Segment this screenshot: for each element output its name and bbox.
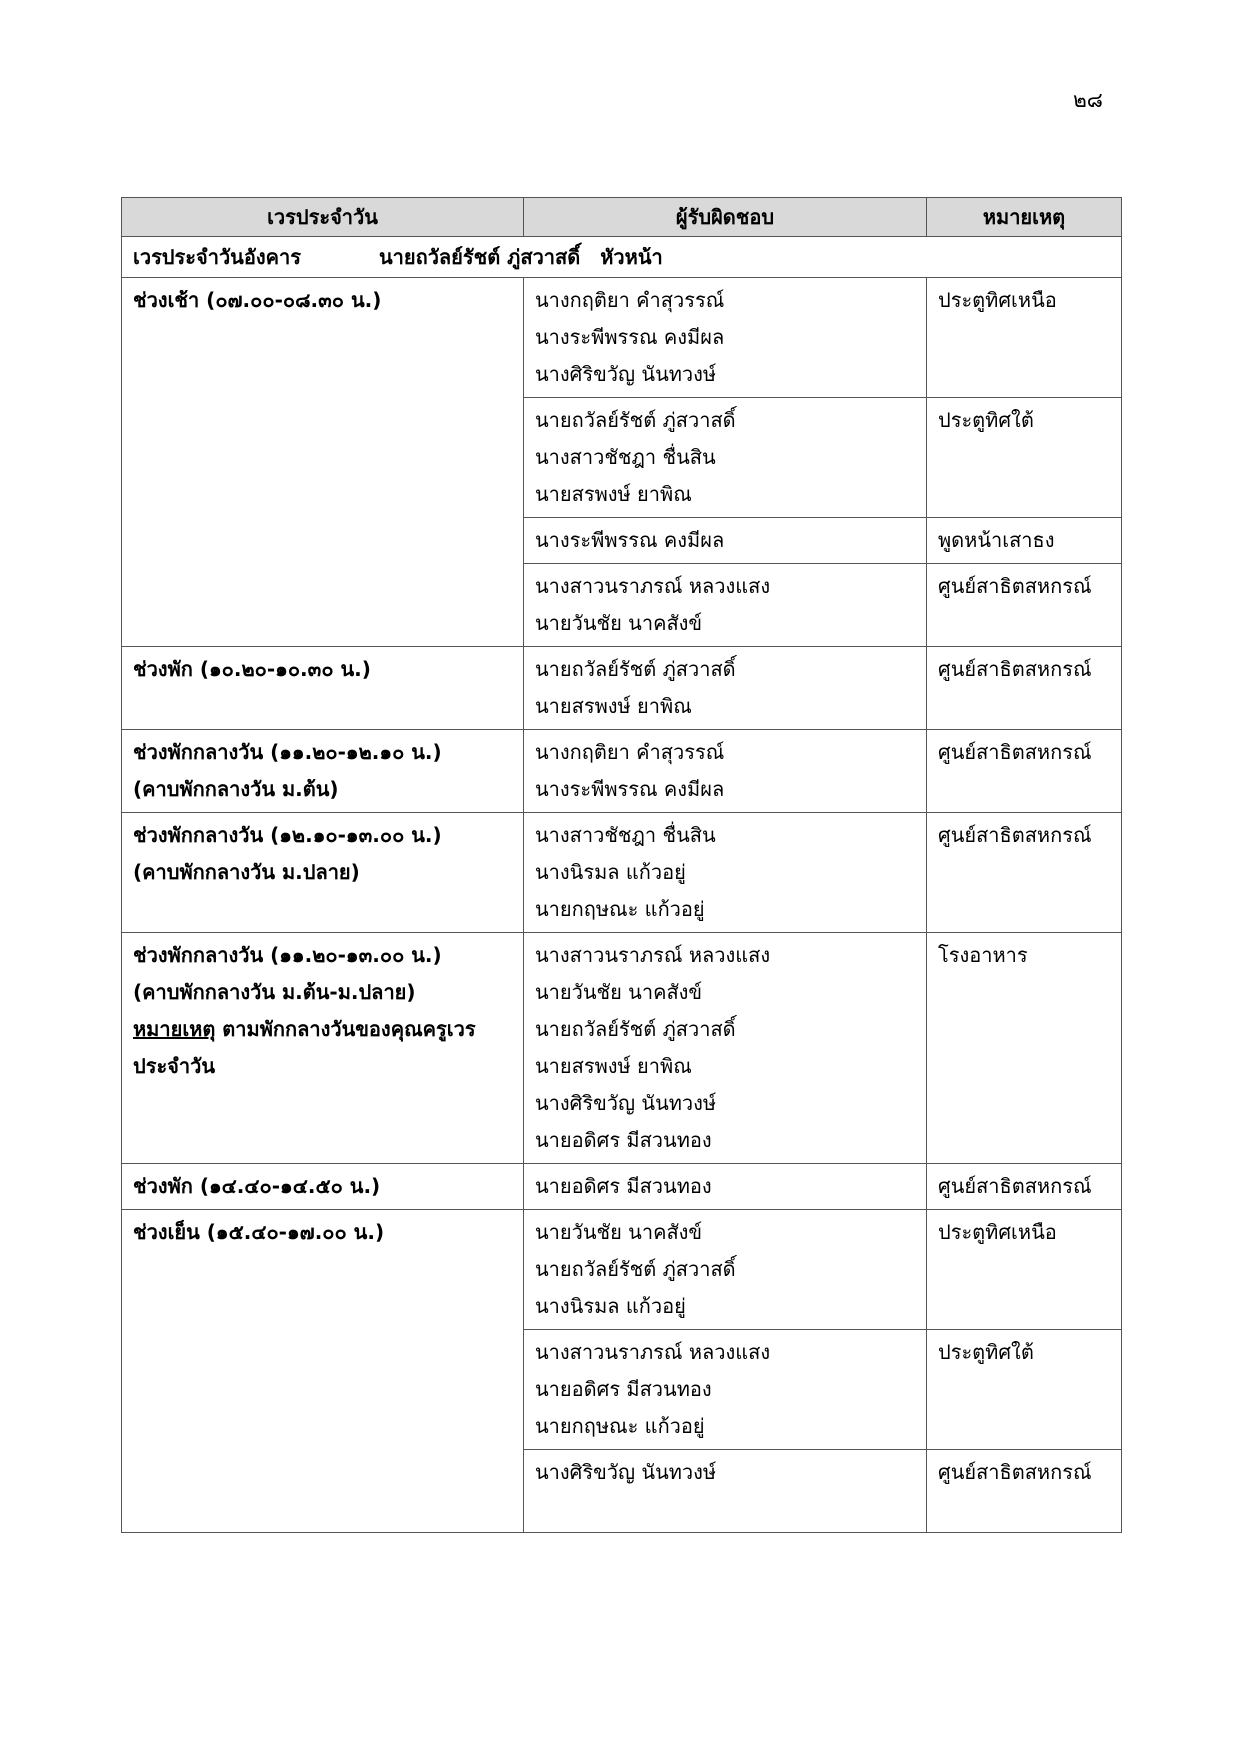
- period-label: ช่วงเย็น (๑๕.๔๐-๑๗.๐๐ น.): [133, 1220, 385, 1244]
- header-remark: หมายเหตุ: [927, 198, 1122, 237]
- period-label: (คาบพักกลางวัน ม.ต้น): [133, 777, 339, 801]
- responsible-name: นางสาวนราภรณ์ หลวงแสง: [535, 1340, 771, 1364]
- responsible-name: นายถวัลย์รัชต์ ภู่สวาสดิ์: [535, 408, 736, 432]
- period-label: ช่วงเช้า (๐๗.๐๐-๐๘.๓๐ น.): [133, 288, 382, 312]
- period-cell: [122, 1164, 524, 1210]
- remark-cell: [927, 1210, 1122, 1330]
- day-label: เวรประจำวันอังคาร: [133, 245, 301, 269]
- responsible-name: นางสาวนราภรณ์ หลวงแสง: [535, 943, 771, 967]
- location-note: ศูนย์สาธิตสหกรณ์: [938, 657, 1092, 681]
- period-cell: [122, 647, 524, 730]
- responsible-name: นายวันชัย นาคสังข์: [535, 980, 703, 1004]
- responsible-name: นายวันชัย นาคสังข์: [535, 1220, 703, 1244]
- table-row: [122, 647, 1122, 730]
- location-note: ประตูทิศใต้: [938, 408, 1034, 432]
- responsible-name: นายอดิศร มีสวนทอง: [535, 1128, 712, 1152]
- responsible-name: นางนิรมล แก้วอยู่: [535, 1294, 686, 1318]
- location-note: พูดหน้าเสาธง: [938, 528, 1055, 552]
- responsible-name: นายสรพงษ์ ยาพิณ: [535, 482, 692, 506]
- table-row: [122, 730, 1122, 813]
- header-duty: เวรประจำวัน: [122, 198, 524, 237]
- remark-label: หมายเหตุ: [133, 1017, 216, 1041]
- responsible-cell: [524, 564, 927, 647]
- responsible-name: นายอดิศร มีสวนทอง: [535, 1174, 712, 1198]
- period-remark: [133, 1011, 512, 1085]
- period-label: (คาบพักกลางวัน ม.ปลาย): [133, 860, 360, 884]
- location-note: ประตูทิศเหนือ: [938, 288, 1057, 312]
- remark-cell: [927, 1164, 1122, 1210]
- period-cell: [122, 1210, 524, 1533]
- responsible-name: นางนิรมล แก้วอยู่: [535, 860, 686, 884]
- period-label: (คาบพักกลางวัน ม.ต้น-ม.ปลาย): [133, 980, 416, 1004]
- responsible-name: นางสาวนราภรณ์ หลวงแสง: [535, 574, 771, 598]
- location-note: โรงอาหาร: [938, 943, 1028, 967]
- responsible-name: นายถวัลย์รัชต์ ภู่สวาสดิ์: [535, 1257, 736, 1281]
- responsible-name: นางระพีพรรณ คงมีผล: [535, 528, 725, 552]
- period-cell: [122, 933, 524, 1164]
- table-header-row: [122, 198, 1122, 237]
- period-label: ช่วงพักกลางวัน (๑๑.๒๐-๑๓.๐๐ น.): [133, 943, 442, 967]
- location-note: ศูนย์สาธิตสหกรณ์: [938, 823, 1092, 847]
- responsible-cell: [524, 1164, 927, 1210]
- responsible-name: นายสรพงษ์ ยาพิณ: [535, 694, 692, 718]
- table-row: [122, 813, 1122, 933]
- page-number: ๒๘: [1072, 88, 1103, 112]
- responsible-name: นางศิริขวัญ นันทวงษ์: [535, 1091, 717, 1115]
- responsible-name: นายอดิศร มีสวนทอง: [535, 1377, 712, 1401]
- responsible-name: นายกฤษณะ แก้วอยู่: [535, 897, 705, 921]
- remark-cell: [927, 564, 1122, 647]
- remark-cell: [927, 813, 1122, 933]
- header-responsible: ผู้รับผิดชอบ: [524, 198, 927, 237]
- responsible-name: นางระพีพรรณ คงมีผล: [535, 777, 725, 801]
- duty-schedule-table: [121, 197, 1122, 1533]
- day-head-role: หัวหน้า: [600, 245, 663, 269]
- remark-cell: [927, 1450, 1122, 1533]
- table-row: [122, 933, 1122, 1164]
- location-note: ประตูทิศเหนือ: [938, 1220, 1057, 1244]
- responsible-cell: [524, 730, 927, 813]
- responsible-name: นายวันชัย นาคสังข์: [535, 611, 703, 635]
- period-cell: [122, 278, 524, 647]
- table-row: [122, 278, 1122, 398]
- responsible-cell: [524, 1450, 927, 1533]
- location-note: ศูนย์สาธิตสหกรณ์: [938, 574, 1092, 598]
- responsible-cell: [524, 1330, 927, 1450]
- responsible-name: นายถวัลย์รัชต์ ภู่สวาสดิ์: [535, 657, 736, 681]
- remark-cell: [927, 278, 1122, 398]
- period-label: ช่วงพักกลางวัน (๑๒.๑๐-๑๓.๐๐ น.): [133, 823, 442, 847]
- responsible-name: นายถวัลย์รัชต์ ภู่สวาสดิ์: [535, 1017, 736, 1041]
- location-note: ประตูทิศใต้: [938, 1340, 1034, 1364]
- responsible-name: นายสรพงษ์ ยาพิณ: [535, 1054, 692, 1078]
- table-row: [122, 1164, 1122, 1210]
- responsible-cell: [524, 278, 927, 398]
- responsible-cell: [524, 1210, 927, 1330]
- responsible-name: นางศิริขวัญ นันทวงษ์: [535, 362, 717, 386]
- location-note: ศูนย์สาธิตสหกรณ์: [938, 740, 1092, 764]
- responsible-cell: [524, 518, 927, 564]
- location-note: ศูนย์สาธิตสหกรณ์: [938, 1174, 1092, 1198]
- responsible-name: นางสาวชัชฎา ชื่นสิน: [535, 445, 716, 469]
- remark-cell: [927, 647, 1122, 730]
- table-row: [122, 1210, 1122, 1330]
- responsible-name: นางสาวชัชฎา ชื่นสิน: [535, 823, 716, 847]
- day-head-name: นายถวัลย์รัชต์ ภู่สวาสดิ์: [378, 245, 581, 269]
- responsible-name: [535, 1491, 915, 1528]
- remark-cell: [927, 933, 1122, 1164]
- day-row: [122, 237, 1122, 278]
- responsible-cell: [524, 813, 927, 933]
- remark-cell: [927, 730, 1122, 813]
- responsible-name: นางกฤติยา คำสุวรรณ์: [535, 740, 725, 764]
- remark-cell: [927, 398, 1122, 518]
- remark-cell: [927, 518, 1122, 564]
- responsible-name: นางกฤติยา คำสุวรรณ์: [535, 288, 725, 312]
- period-label: ช่วงพัก (๑๐.๒๐-๑๐.๓๐ น.): [133, 657, 371, 681]
- day-cell: [122, 237, 1122, 278]
- responsible-name: นายกฤษณะ แก้วอยู่: [535, 1414, 705, 1438]
- responsible-cell: [524, 933, 927, 1164]
- period-cell: [122, 813, 524, 933]
- responsible-name: นางศิริขวัญ นันทวงษ์: [535, 1460, 717, 1484]
- responsible-cell: [524, 647, 927, 730]
- remark-text: ตามพักกลางวันของคุณครูเวรประจำวัน: [133, 1017, 476, 1078]
- period-cell: [122, 730, 524, 813]
- responsible-cell: [524, 398, 927, 518]
- remark-cell: [927, 1330, 1122, 1450]
- responsible-name: นางระพีพรรณ คงมีผล: [535, 325, 725, 349]
- location-note: ศูนย์สาธิตสหกรณ์: [938, 1460, 1092, 1484]
- period-label: ช่วงพักกลางวัน (๑๑.๒๐-๑๒.๑๐ น.): [133, 740, 442, 764]
- period-label: ช่วงพัก (๑๔.๔๐-๑๔.๕๐ น.): [133, 1174, 381, 1198]
